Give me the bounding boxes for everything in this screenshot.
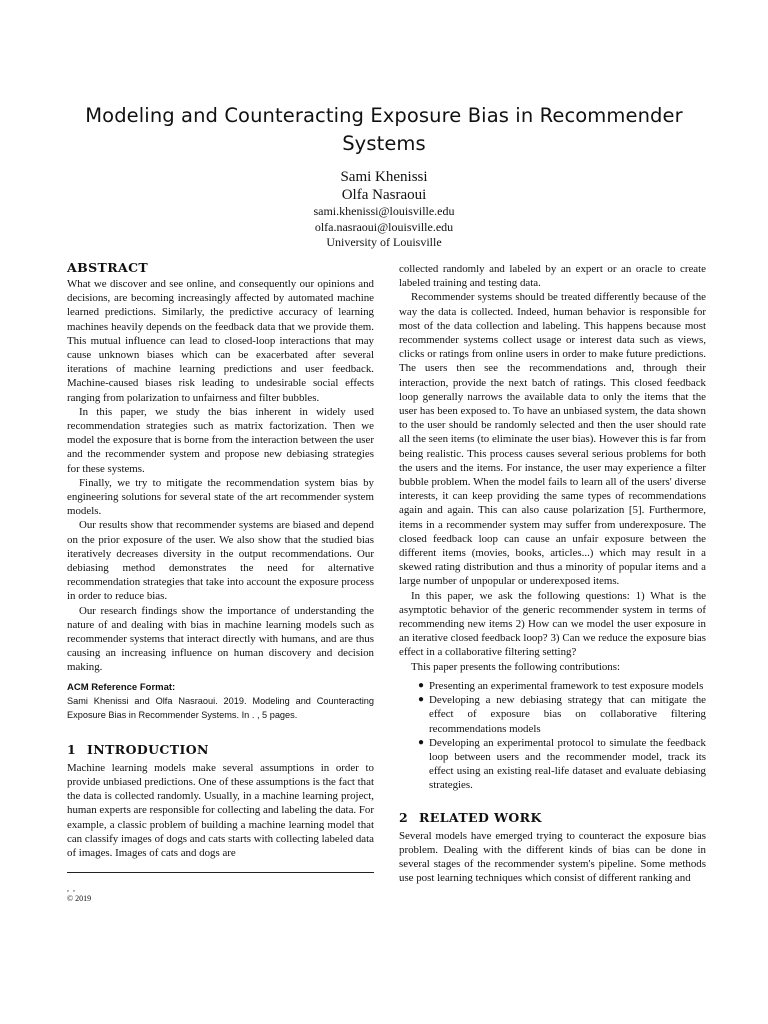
right-column [399,262,706,885]
abstract-paragraph: In this paper, we study the bias inherent in widely used recommendation strategies such as matrix factorization. Then we model the exposure that is borne from the interaction between the user and the recommender system and propose new debiasing strategies for these systems. [67,405,374,475]
section-number: 2 [399,809,409,825]
author-email: olfa.nasraoui@louisville.edu [314,219,454,234]
footnote-copyright: © 2019 [67,894,92,903]
section-title: INTRODUCTION [87,741,209,757]
section-number: 1 [67,741,77,757]
left-column [67,259,374,860]
footnote-venue: , , [67,884,76,893]
section-title: RELATED WORK [419,809,542,825]
abstract-paragraph: Finally, we try to mitigate the recommendation system bias by engineering solutions for several state of the art recommender system models. [67,476,374,518]
abstract-paragraph: Our research findings show the importance of understanding the nature of and dealing with bias in machine learning models such as recommender systems that interact directly with humans, and are thus causing an increasing influence on human discovery and decision making. [67,604,374,674]
section-heading-introduction [67,741,374,758]
author-email: sami.khenissi@louisville.edu [313,204,455,218]
abstract-paragraph: What we discover and see online, and consequently our opinions and decisions, are becoming increasingly affected by automated machine learned predictions. Similarly, the predictive accuracy of learning machines heavily depends on the feedback data that we provide them. This mutual influence can lead to closed-loop interactions that may cause unknown biases which can be exacerbated after several iterations of machine learning predictions and user feedback. Machine-caused biases risk leading to undesirable social effects ranging from polarization to unfairness and filter bubbles. [67,278,374,404]
author-name: Olfa Nasraoui [341,187,427,203]
bullet-icon: ● [418,736,425,748]
footnote-block [67,872,374,904]
body-paragraph: Machine learning models make several assumptions in order to provide unbiased predictions. One of these assumptions is the fact that the data is collected randomly. Usually, in a machine learning project, human experts are responsible for collecting and labeling the data. For example, a classic problem of building a machine learning model that can classify images of dogs and cats starts with collecting labeled data of images. Images of cats and dogs are [67,761,374,859]
body-paragraph: Several models have emerged trying to counteract the exposure bias problem. Dealing with the different kinds of bias can be done in several stages of the recommender system's pipeline. Some methods use post learning techniques which consist of different ranking and [399,829,706,885]
body-paragraph: This paper presents the following contributions: [411,660,621,673]
acm-reference-text: Sami Khenissi and Olfa Nasraoui. 2019. Modeling and Counteracting Exposure Bias in Recommender Systems. In . , 5 pages. [67,695,374,720]
author-affiliation: University of Louisville [326,235,442,249]
paper-header [60,102,708,251]
abstract-paragraph: Our results show that recommender systems are biased and depend on the prior exposure of the user. We also show that the studied bias iteratively decreases diversity in the output recommendations. Our debiasing method demonstrates the need for alternative recommendation strategies that take into account the exposure process in order to reduce bias. [67,519,374,603]
bullet-icon: ● [418,679,425,691]
author-name: Sami Khenissi [340,169,428,185]
list-item: ● Developing an experimental protocol to simulate the feedback loop between users and the recommender model, track its effect using an existing real-life dataset and evaluate debiasing strategies. [418,736,706,792]
list-item: ● Presenting an experimental framework to test exposure models [418,679,704,692]
body-paragraph: In this paper, we ask the following questions: 1) What is the asymptotic behavior of the generic recommender system in terms of recommending new items 2) How can we model the user exposure in an iterative closed feedback loop? 3) Can we reduce the exposure bias effect in a collaborative filtering setting? [399,589,706,659]
acm-reference-heading: ACM Reference Format: [67,681,176,693]
body-paragraph: Recommender systems should be treated differently because of the way the data is collected. Indeed, human behavior is responsible for most of the data collection and labeling. This happens because most recommender systems collect usage or interest data such as views, clicks or ratings from online users in order to make future predictions. The users then see the recommendations and, through their interaction, provide the next batch of ratings. This closed feedback loop generally narrows the available data to only the items that the user has been exposed to. To have an unbiased system, the data shown to the user should be randomly selected and then the user should rate all the seen items (to eliminate the user bias). However this is far from being realistic. This process causes several serious problems for both the users and the items. For instance, the user may experience a filter bubble problem. When the model fails to learn all of the users' diverse interests, it can keep providing the same types of recommendations again and again. This can also cause polarization [5]. Furthermore, items in a recommender system may suffer from underexposure. The closed feedback loop can cause an unfair exposure between the different items (movies, books, articles...) which may result in a skewed rating distribution and thus a minority of popular items and a large number of unpopular or underexposed items. [399,291,706,588]
bullet-icon: ● [418,694,425,706]
paper-title: Modeling and Counteracting Exposure Bias in Recommender Systems [85,104,683,155]
contributions-list [399,679,706,793]
abstract-heading: ABSTRACT [67,260,149,275]
footnote-rule [67,872,374,873]
body-paragraph: collected randomly and labeled by an expert or an oracle to create labeled training and testing data. [399,263,706,290]
list-item: ● Developing a new debiasing strategy that can mitigate the effect of exposure bias on collaborative filtering recommendations models [418,694,706,735]
section-heading-related-work [399,809,706,826]
